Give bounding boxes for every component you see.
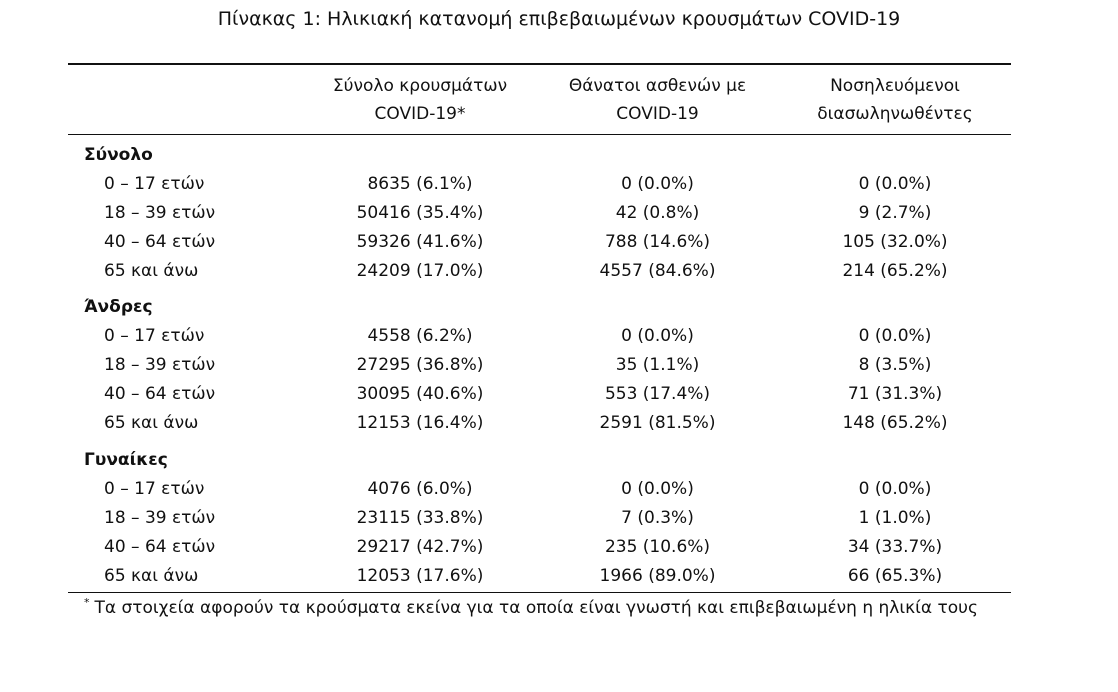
table-row [0,479,1118,507]
intubated-cell: 105 (32.0%) [842,232,948,252]
deaths-cell: 553 (17.4%) [604,384,711,404]
deaths-cell: 4557 (84.6%) [599,261,716,281]
footnote-marker: * [84,596,90,609]
group-title-total: Σύνολο [84,145,153,165]
column-header-line: διασωληνωθέντες [817,104,973,124]
intubated-cell: 0 (0.0%) [858,174,932,194]
intubated-cell: 8 (3.5%) [858,355,932,375]
table-row [0,508,1118,536]
table-row [0,261,1118,289]
cases-cell: 4076 (6.0%) [367,479,473,499]
cases-cell: 8635 (6.1%) [367,174,473,194]
age-cell: 0 – 17 ετών [104,326,205,346]
cases-cell: 29217 (42.7%) [356,537,484,557]
column-header-deaths [545,72,770,128]
table-row [0,174,1118,202]
cases-cell: 59326 (41.6%) [356,232,484,252]
cases-cell: 24209 (17.0%) [356,261,484,281]
cases-cell: 27295 (36.8%) [356,355,484,375]
table-row [0,326,1118,354]
intubated-cell: 1 (1.0%) [858,508,932,528]
deaths-cell: 788 (14.6%) [604,232,711,252]
column-header-line: Θάνατοι ασθενών με [568,76,747,96]
age-cell: 65 και άνω [104,566,199,586]
age-cell: 0 – 17 ετών [104,479,205,499]
intubated-cell: 214 (65.2%) [842,261,948,281]
table-caption: Πίνακας 1: Ηλικιακή κατανομή επιβεβαιωμένων κρουσμάτων COVID-19 [217,8,901,30]
table-row [0,566,1118,594]
header-rule [68,134,1011,135]
table-row [0,413,1118,441]
intubated-cell: 0 (0.0%) [858,326,932,346]
bottom-rule [68,592,1011,593]
group-title-women: Γυναίκες [84,450,168,470]
top-rule [68,63,1011,65]
age-cell: 40 – 64 ετών [104,384,216,404]
deaths-cell: 1966 (89.0%) [599,566,716,586]
age-cell: 18 – 39 ετών [104,355,216,375]
deaths-cell: 2591 (81.5%) [599,413,716,433]
cases-cell: 12153 (16.4%) [356,413,484,433]
table-row [0,537,1118,565]
group-title-men: Άνδρες [84,297,153,317]
age-cell: 65 και άνω [104,413,199,433]
column-header-line: Νοσηλευόμενοι [830,76,960,96]
table-row [0,384,1118,412]
deaths-cell: 0 (0.0%) [621,326,694,346]
deaths-cell: 235 (10.6%) [604,537,711,557]
age-cell: 18 – 39 ετών [104,203,216,223]
age-cell: 40 – 64 ετών [104,232,216,252]
column-header-cases [315,72,525,128]
column-header-line: COVID-19* [374,104,466,124]
column-header-line: COVID-19 [616,104,699,124]
cases-cell: 23115 (33.8%) [356,508,484,528]
intubated-cell: 9 (2.7%) [858,203,932,223]
age-cell: 18 – 39 ετών [104,508,216,528]
age-cell: 65 και άνω [104,261,199,281]
cases-cell: 50416 (35.4%) [356,203,484,223]
cases-cell: 4558 (6.2%) [367,326,473,346]
deaths-cell: 0 (0.0%) [621,479,694,499]
intubated-cell: 66 (65.3%) [847,566,943,586]
footnote [84,598,978,618]
column-header-line: Σύνολο κρουσμάτων [332,76,508,96]
intubated-cell: 0 (0.0%) [858,479,932,499]
cases-cell: 12053 (17.6%) [356,566,484,586]
table-row [0,232,1118,260]
deaths-cell: 35 (1.1%) [615,355,700,375]
intubated-cell: 71 (31.3%) [847,384,943,404]
footnote-text: Τα στοιχεία αφορούν τα κρούσματα εκείνα για τα οποία είναι γνωστή και επιβεβαιωμένη η ηλικία τους [94,598,978,618]
deaths-cell: 0 (0.0%) [621,174,694,194]
intubated-cell: 148 (65.2%) [842,413,948,433]
table-row [0,203,1118,231]
deaths-cell: 42 (0.8%) [615,203,700,223]
cases-cell: 30095 (40.6%) [356,384,484,404]
intubated-cell: 34 (33.7%) [847,537,943,557]
table-row [0,355,1118,383]
age-cell: 40 – 64 ετών [104,537,216,557]
age-cell: 0 – 17 ετών [104,174,205,194]
deaths-cell: 7 (0.3%) [621,508,694,528]
column-header-intubated [790,72,1000,128]
